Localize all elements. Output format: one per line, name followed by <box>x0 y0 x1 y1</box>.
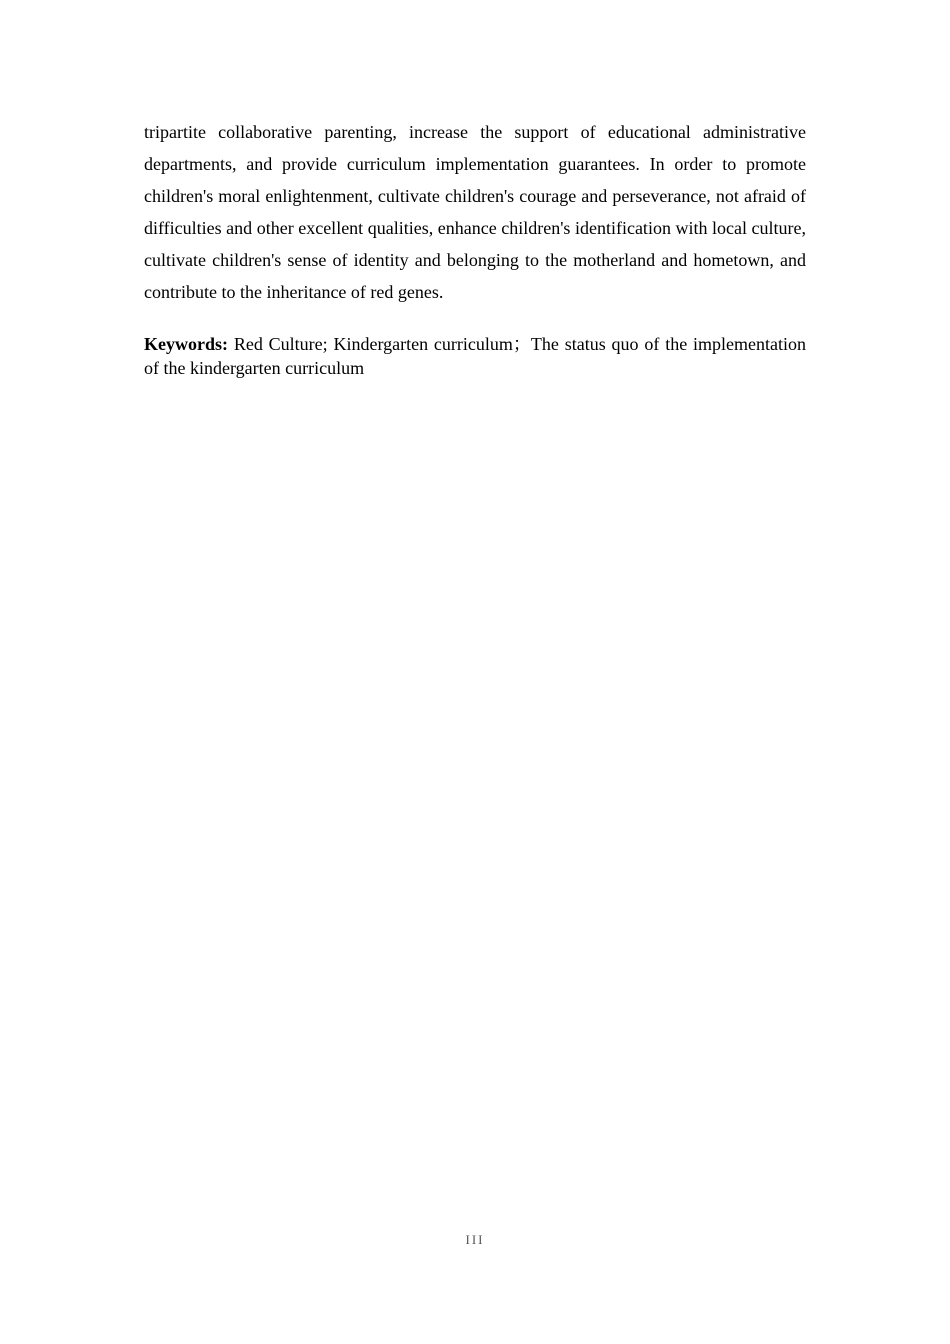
keywords-label: Keywords: <box>144 334 228 354</box>
keywords-line <box>144 332 806 380</box>
keywords-text: Red Culture; Kindergarten curriculum；The status quo of the implementation of the kindergarten curriculum <box>144 334 806 378</box>
abstract-paragraph: tripartite collaborative parenting, increase the support of educational administrative departments, and provide curriculum implementation guarantees. In order to promote children's moral enlightenment, cultivate children's courage and perseverance, not afraid of difficulties and other excellent qualities, enhance children's identification with local culture, cultivate children's sense of identity and belonging to the motherland and hometown, and contribute to the inheritance of red genes. <box>144 122 806 302</box>
page-number: III <box>465 1232 485 1247</box>
